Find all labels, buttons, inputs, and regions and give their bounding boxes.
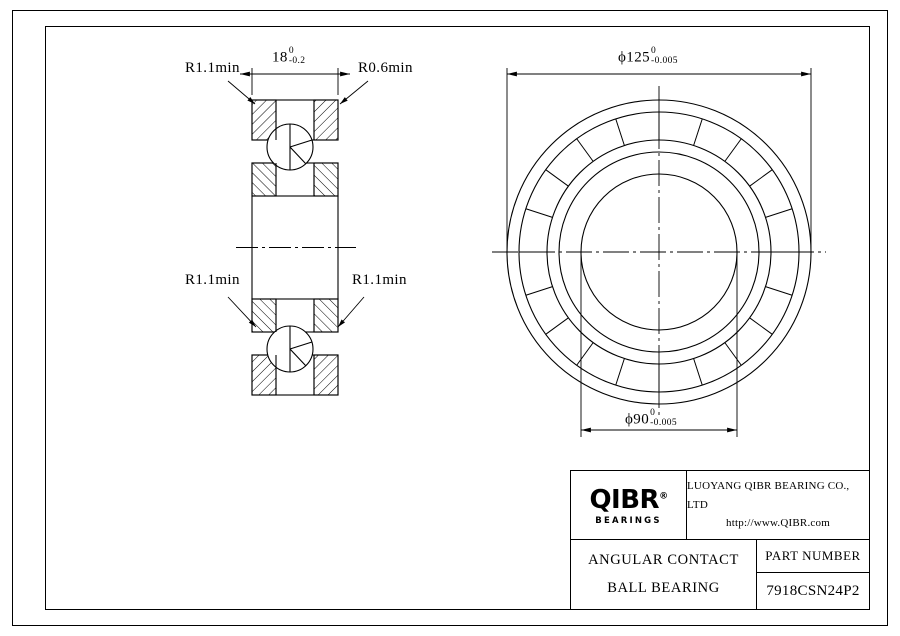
title-block-body (571, 540, 869, 610)
part-number-label: PART NUMBER (757, 540, 869, 573)
company-name: LUOYANG QIBR BEARING CO., LTD (687, 479, 850, 511)
product-type-line1: ANGULAR CONTACT (588, 552, 739, 569)
bore-tol-upper: 0 (650, 408, 656, 418)
company-info (687, 471, 869, 539)
part-number-value: 7918CSN24P2 (766, 583, 860, 599)
registered-trademark-icon: ® (659, 490, 668, 501)
phi-symbol-od: ϕ (618, 49, 627, 66)
phi-symbol-bore: ϕ (625, 411, 634, 428)
width-tol-lower: -0.2 (288, 55, 306, 66)
label-r11min-bottom-left: R1.1min (185, 272, 240, 288)
label-r11min-bottom-right: R1.1min (352, 272, 407, 288)
od-tol-upper: 0 (651, 46, 657, 56)
bore-tol-lower: -0.005 (650, 417, 678, 428)
width-tol-upper: 0 (288, 46, 294, 56)
logo-text: QIBR (589, 484, 660, 515)
logo-subtitle: BEARINGS (595, 515, 662, 526)
product-type (571, 540, 757, 610)
title-block (570, 470, 870, 610)
label-width-dimension: 18 0 -0.2 (272, 46, 306, 66)
product-type-line2: BALL BEARING (607, 580, 720, 596)
od-tol-lower: -0.005 (651, 55, 678, 66)
label-r06min-top-right: R0.6min (358, 60, 413, 76)
label-r11min-top-left: R1.1min (185, 60, 240, 76)
part-number-section (757, 540, 869, 610)
company-logo (571, 471, 687, 539)
title-block-header (571, 471, 869, 540)
company-url[interactable]: http://www.QIBR.com (726, 517, 830, 530)
label-bore-diameter: ϕ90 0 -0.005 (625, 408, 678, 428)
logo-wordmark (589, 484, 668, 515)
label-outer-diameter: ϕ125 0 -0.005 (618, 46, 678, 66)
